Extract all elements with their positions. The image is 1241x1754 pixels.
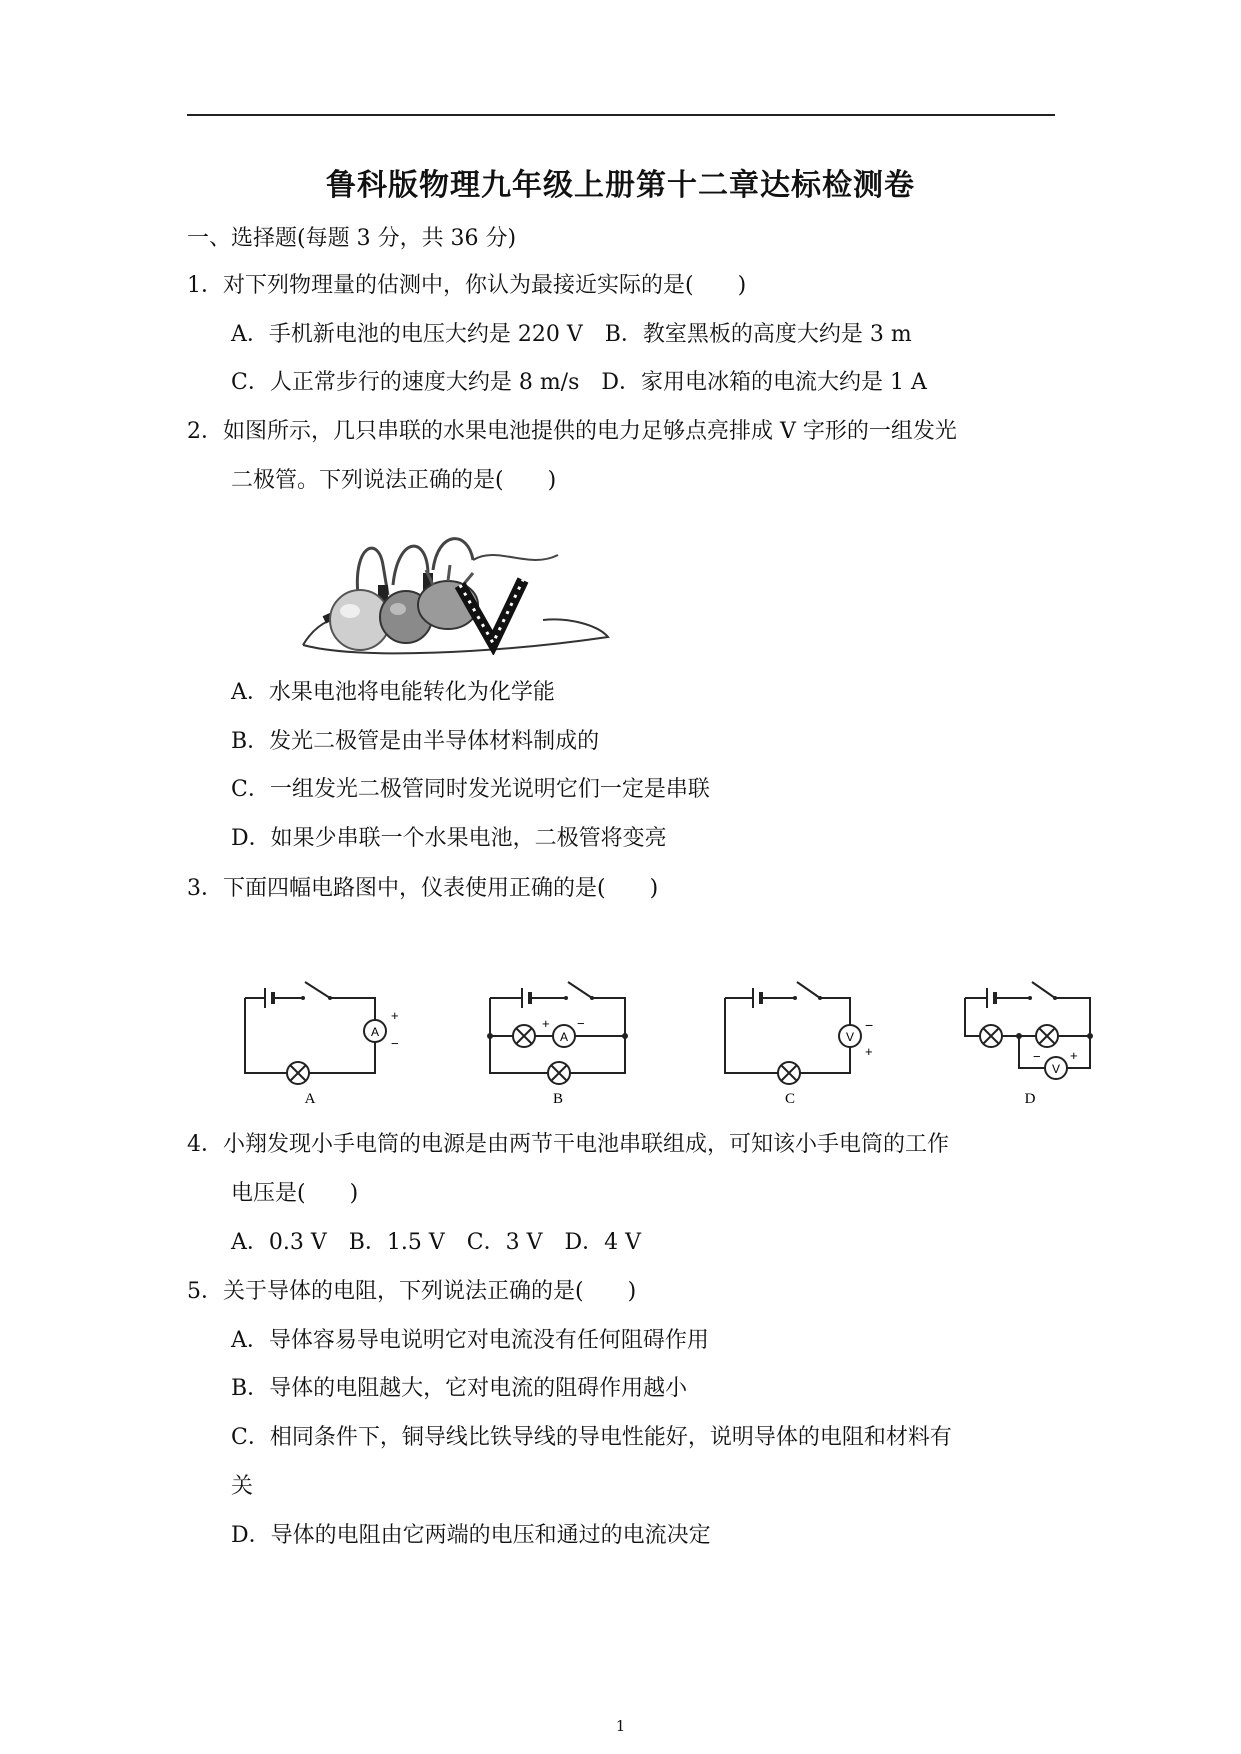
circuit-diagram-d [955,968,1105,1108]
question-2-option-c: C．一组发光二极管同时发光说明它们一定是串联 [231,777,710,802]
question-5-option-a: A．导体容易导电说明它对电流没有任何阻碍作用 [231,1328,709,1353]
plus-terminal: + [865,1044,873,1059]
circuit-diagram-b [480,968,640,1108]
voltmeter-symbol: V [1051,1062,1061,1076]
question-5-option-c-line1: C．相同条件下，铜导线比铁导线的导电性能好，说明导体的电阻和材料有 [231,1425,952,1450]
question-4-options: A．0.3 V B．1.5 V C．3 V D．4 V [231,1230,642,1255]
question-4-stem-line1: 4．小翔发现小手电筒的电源是由两节干电池串联组成，可知该小手电筒的工作 [187,1132,949,1157]
fruit-battery-photo [298,525,618,655]
minus-terminal: − [577,1016,585,1031]
question-2-option-d: D．如果少串联一个水果电池，二极管将变亮 [231,826,667,851]
question-4-stem-line2: 电压是( ) [231,1181,359,1206]
circuit-label: B [552,1091,564,1107]
minus-terminal: − [1033,1049,1041,1064]
question-5-option-b: B．导体的电阻越大，它对电流的阻碍作用越小 [231,1376,688,1401]
minus-terminal: − [865,1017,874,1033]
question-2-option-b: B．发光二极管是由半导体材料制成的 [231,729,600,754]
page-number: 1 [615,1717,626,1735]
ammeter-symbol: A [370,1025,380,1039]
question-2-option-a: A．水果电池将电能转化为化学能 [231,680,555,705]
plus-terminal: + [542,1016,550,1031]
question-5-stem: 5．关于导体的电阻，下列说法正确的是( ) [187,1279,637,1304]
voltmeter-symbol: V [845,1030,855,1044]
question-5-option-c-line2: 关 [231,1474,254,1499]
plus-terminal: + [391,1008,399,1023]
plus-terminal: + [1070,1048,1078,1063]
page-title: 鲁科版物理九年级上册第十二章达标检测卷 [326,168,915,203]
circuit-diagram-a [235,968,405,1108]
question-1-stem: 1．对下列物理量的估测中，你认为最接近实际的是( ) [187,273,747,298]
circuit-label: C [784,1091,796,1107]
circuit-label: A [304,1091,316,1107]
circuit-label: D [1024,1091,1036,1107]
question-5-option-d: D．导体的电阻由它两端的电压和通过的电流决定 [231,1523,711,1548]
header-rule [187,114,1055,116]
question-1-options-row1: A．手机新电池的电压大约是 220 V B．教室黑板的高度大约是 3 m [231,322,912,347]
ammeter-symbol: A [559,1030,569,1044]
section-heading: 一、选择题(每题 3 分，共 36 分) [187,226,517,251]
circuit-diagram-c [715,968,885,1108]
question-2-stem-line1: 2．如图所示，几只串联的水果电池提供的电力足够点亮排成 V 字形的一组发光 [187,419,957,444]
question-2-stem-line2: 二极管。下列说法正确的是( ) [231,468,557,493]
minus-terminal: − [391,1036,399,1051]
question-3-stem: 3．下面四幅电路图中，仪表使用正确的是( ) [187,876,659,901]
question-1-options-row2: C．人正常步行的速度大约是 8 m/s D．家用电冰箱的电流大约是 1 A [231,370,927,395]
